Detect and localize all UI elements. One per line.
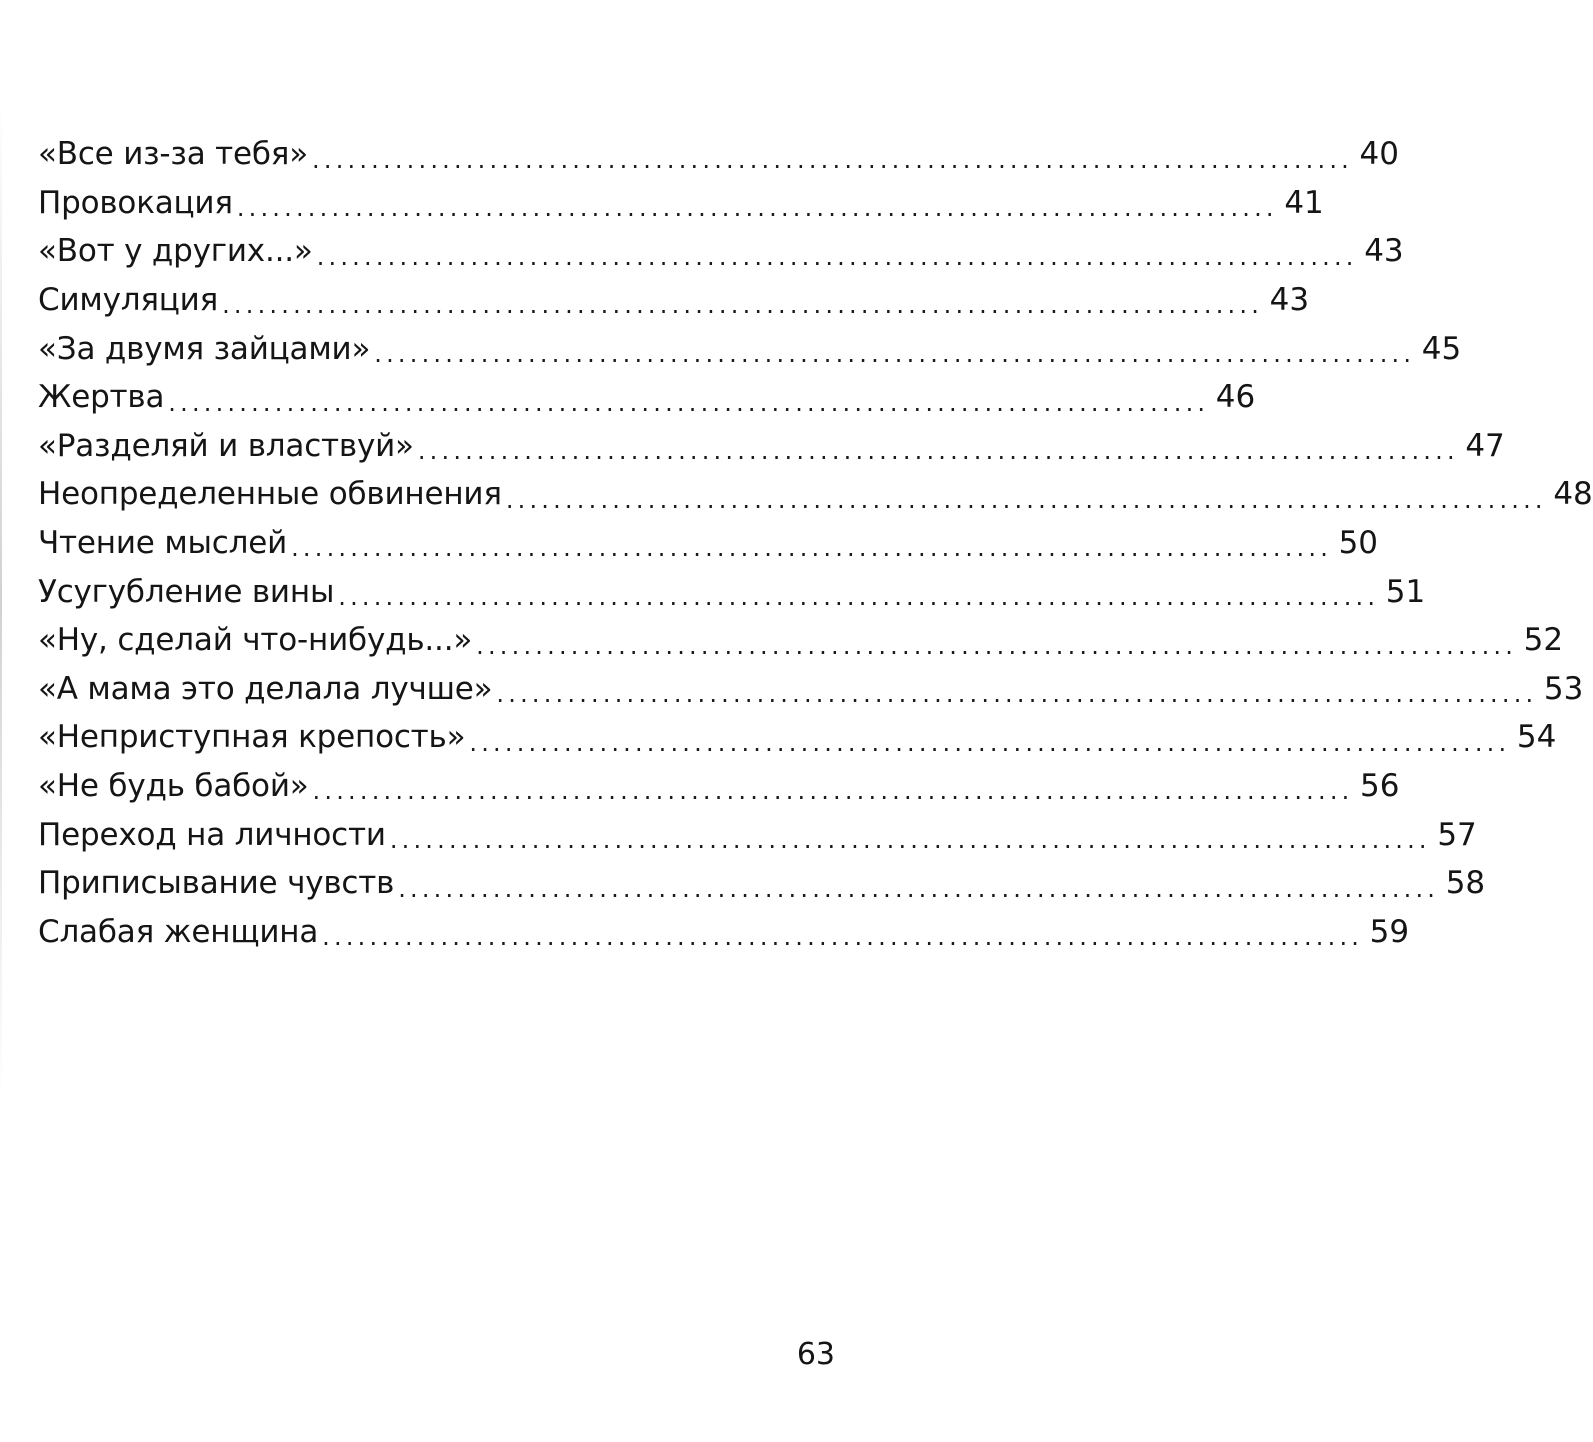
dot-leader: ........................................................................................ [236, 194, 1278, 223]
toc-entry-page: 50 [1338, 525, 1379, 562]
toc-entry-page: 43 [1364, 233, 1404, 270]
toc-entry-title: Жертва [38, 379, 165, 416]
toc-entry [38, 373, 1256, 422]
toc-entry [38, 179, 1324, 228]
dot-leader: ........................................................................................ [168, 388, 1210, 417]
table-of-contents [38, 130, 1593, 956]
toc-entry-page: 41 [1284, 184, 1324, 221]
toc-entry [38, 276, 1310, 325]
toc-entry-title: «Вот у других...» [38, 233, 313, 270]
page-edge-shadow [0, 100, 2, 1100]
toc-entry-title: Приписывание чувств [38, 865, 395, 902]
toc-entry-page: 46 [1215, 379, 1256, 416]
dot-leader: ........................................................................................ [496, 680, 1538, 709]
toc-entry-title: «За двумя зайцами» [38, 330, 371, 367]
toc-entry-page: 40 [1359, 136, 1399, 173]
toc-entry-page: 45 [1421, 330, 1462, 367]
toc-entry-page: 58 [1445, 865, 1486, 902]
toc-entry [38, 665, 1584, 714]
toc-entry-page: 48 [1553, 476, 1593, 513]
toc-entry-title: «Ну, сделай что-нибудь...» [38, 622, 473, 659]
toc-entry-page: 43 [1269, 282, 1310, 319]
toc-entry-title: Неопределенные обвинения [38, 476, 502, 513]
toc-entry-title: «Не будь бабой» [38, 768, 309, 805]
toc-entry [38, 567, 1426, 616]
toc-entry [38, 470, 1593, 519]
toc-entry [38, 810, 1477, 859]
toc-entry-page: 52 [1523, 622, 1564, 659]
toc-entry-title: «Все из-за тебя» [38, 136, 309, 173]
toc-entry-title: Переход на личности [38, 816, 386, 853]
toc-entry-page: 57 [1437, 816, 1477, 853]
toc-entry-title: «Неприступная крепость» [38, 719, 466, 756]
toc-entry [38, 713, 1557, 762]
dot-leader: ........................................................................................ [312, 145, 1353, 174]
toc-entry-title: Усугубление вины [38, 573, 335, 610]
toc-entry [38, 130, 1399, 179]
toc-entry-title: Симуляция [38, 282, 219, 319]
toc-entry-page: 54 [1516, 719, 1557, 756]
toc-entry-page: 47 [1465, 427, 1505, 464]
page-number: 63 [796, 1337, 835, 1372]
dot-leader: ........................................................................................ [322, 923, 1364, 952]
dot-leader: ........................................................................................ [312, 777, 1354, 806]
toc-entry [38, 859, 1486, 908]
toc-entry [38, 422, 1505, 471]
toc-entry [38, 762, 1400, 811]
dot-leader: ........................................................................................ [417, 437, 1459, 466]
dot-leader: ........................................................................................ [222, 291, 1264, 320]
dot-leader: ........................................................................................ [469, 728, 1511, 757]
toc-entry-page: 53 [1543, 670, 1584, 707]
dot-leader: ........................................................................................ [505, 485, 1547, 514]
dot-leader: ........................................................................................ [374, 339, 1416, 368]
toc-entry [38, 227, 1404, 276]
toc-entry [38, 616, 1564, 665]
dot-leader: ........................................................................................ [398, 874, 1440, 903]
toc-entry-title: «Разделяй и властвуй» [38, 427, 414, 464]
toc-entry-title: «А мама это делала лучше» [38, 670, 493, 707]
dot-leader: ........................................................................................ [389, 825, 1431, 854]
toc-entry [38, 908, 1410, 957]
toc-entry-title: Чтение мыслей [38, 525, 288, 562]
toc-entry-page: 51 [1385, 573, 1426, 610]
toc-entry [38, 519, 1379, 568]
dot-leader: ........................................................................................ [476, 631, 1518, 660]
toc-entry-page: 59 [1369, 913, 1410, 950]
dot-leader: ........................................................................................ [316, 242, 1358, 271]
toc-entry-page: 56 [1360, 768, 1400, 805]
dot-leader: ........................................................................................ [291, 534, 1333, 563]
toc-entry [38, 324, 1462, 373]
dot-leader: ........................................................................................ [338, 582, 1380, 611]
toc-entry-title: Провокация [38, 184, 233, 221]
toc-entry-title: Слабая женщина [38, 913, 319, 950]
